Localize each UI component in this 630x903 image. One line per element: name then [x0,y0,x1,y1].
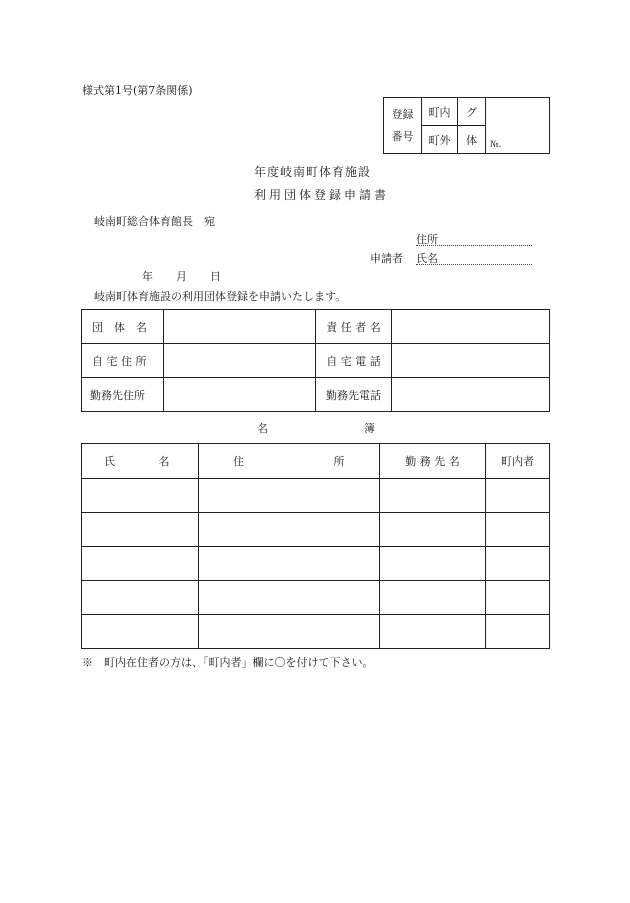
work-phone-field[interactable] [392,378,550,412]
group-info-table [81,309,550,412]
applicant-name-label: 氏名 [416,252,438,265]
resident-note: ※ 町内在住者の方は、「町内者」欄に〇を付けて下さい。 [82,656,374,669]
col-name-left: 氏 [104,455,115,468]
group-name-label: 団 体 名 [82,310,164,344]
work-address-label: 勤務先住所 [82,378,164,412]
applicant-address-line[interactable] [416,245,532,246]
col-resident: 町内者 [486,444,550,479]
town-out-label: 町外 [422,126,458,154]
roster-resident-cell[interactable] [486,479,550,513]
col-address-right: 所 [333,455,345,468]
col-name-right: 名 [158,455,170,468]
registration-label-top: 登録 [391,107,414,121]
roster-name-cell[interactable] [82,615,199,649]
form-number: 様式第1号(第7条関係) [82,84,193,97]
g-label: グ [458,98,486,126]
title-line-2: 利用団体登録申請書 [254,188,390,202]
col-address-left: 住 [233,455,244,468]
roster-name-cell[interactable] [82,547,199,581]
representative-label: 責 任 者 名 [316,310,392,344]
roster-heading-left: 名 [257,422,268,435]
roster-resident-cell[interactable] [486,547,550,581]
applicant-name-line[interactable] [416,264,532,265]
date-day: 日 [210,270,221,283]
applicant-address-label: 住所 [416,233,438,246]
work-phone-label: 勤務先電話 [316,378,392,412]
roster-address-cell[interactable] [199,479,380,513]
roster-name-cell[interactable] [82,479,199,513]
roster-header-row [82,444,550,479]
applicant-label: 申請者 [370,252,403,265]
date-year: 年 [142,270,153,283]
roster-resident-cell[interactable] [486,581,550,615]
town-in-label: 町内 [422,98,458,126]
roster-address-cell[interactable] [199,547,380,581]
roster-address-cell[interactable] [199,615,380,649]
roster-name-cell[interactable] [82,581,199,615]
registration-label-bottom: 番号 [391,129,414,143]
roster-table [81,443,550,649]
number-label: №. [490,140,502,150]
roster-resident-cell[interactable] [486,513,550,547]
roster-heading-right: 簿 [364,422,375,435]
roster-work-cell[interactable] [380,479,486,513]
roster-address-cell[interactable] [199,513,380,547]
home-phone-label: 自 宅 電 話 [316,344,392,378]
roster-work-cell[interactable] [380,513,486,547]
tai-label: 体 [458,126,486,154]
roster-name-cell[interactable] [82,513,199,547]
application-statement: 岐南町体育施設の利用団体登録を申請いたします。 [94,290,347,303]
home-address-label: 自 宅 住 所 [82,344,164,378]
roster-work-cell[interactable] [380,615,486,649]
table-row [82,547,550,581]
table-row [82,581,550,615]
col-work: 勤 務 先 名 [380,444,486,479]
roster-resident-cell[interactable] [486,615,550,649]
title-line-1: 年度岐南町体育施設 [254,165,372,179]
roster-work-cell[interactable] [380,581,486,615]
roster-address-cell[interactable] [199,581,380,615]
home-address-field[interactable] [164,344,316,378]
roster-work-cell[interactable] [380,547,486,581]
table-row [82,513,550,547]
group-name-field[interactable] [164,310,316,344]
table-row [82,615,550,649]
addressee: 岐南町総合体育館長 宛 [94,215,215,228]
registration-number-box [383,97,550,154]
work-address-field[interactable] [164,378,316,412]
representative-field[interactable] [392,310,550,344]
home-phone-field[interactable] [392,344,550,378]
table-row [82,479,550,513]
date-month: 月 [176,270,187,283]
